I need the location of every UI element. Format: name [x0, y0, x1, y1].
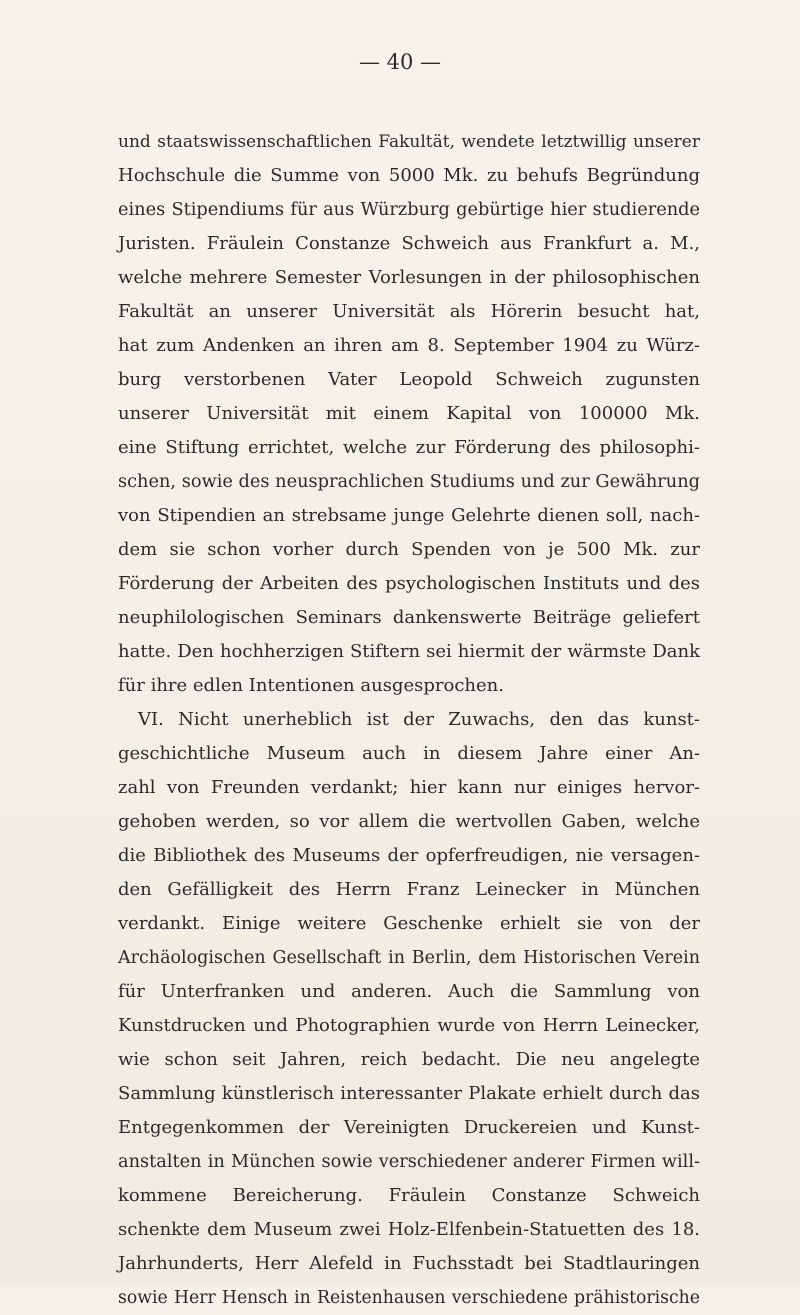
text-line: für Unterfranken und anderen. Auch die Sammlung von [118, 981, 700, 1002]
text-line: Fakultät an unserer Universität als Hörerin besucht hat, [118, 301, 700, 322]
text-line: zahl von Freunden verdankt; hier kann nur einiges hervor- [118, 777, 700, 798]
text-line: VI. Nicht unerheblich ist der Zuwachs, den das kunst- [138, 709, 700, 730]
text-line: Hochschule die Summe von 5000 Mk. zu behufs Begründung [118, 165, 700, 186]
text-line: schen, sowie des neusprachlichen Studiums und zur Gewährung [118, 472, 700, 492]
page-number: — 40 — [358, 50, 442, 74]
text-line: wie schon seit Jahren, reich bedacht. Die neu angelegte [118, 1049, 700, 1070]
text-line: hat zum Andenken an ihren am 8. September 1904 zu Würz- [118, 335, 700, 356]
text-line: und staatswissenschaftlichen Fakultät, wendete letztwillig unserer [118, 132, 700, 152]
text-line: die Bibliothek des Museums der opferfreudigen, nie versagen- [118, 845, 700, 866]
text-line: für ihre edlen Intentionen ausgesprochen. [118, 675, 504, 696]
text-line: Förderung der Arbeiten des psychologischen Instituts und des [118, 573, 700, 594]
text-line: welche mehrere Semester Vorlesungen in der philosophischen [118, 267, 700, 288]
text-line: kommene Bereicherung. Fräulein Constanze Schweich [118, 1185, 700, 1206]
text-line: den Gefälligkeit des Herrn Franz Leinecker in München [118, 879, 700, 900]
text-line: gehoben werden, so vor allem die wertvollen Gaben, welche [118, 811, 700, 832]
text-line: schenkte dem Museum zwei Holz-Elfenbein-Statuetten des 18. [118, 1219, 700, 1240]
text-line: verdankt. Einige weitere Geschenke erhielt sie von der [118, 913, 700, 934]
text-line: anstalten in München sowie verschiedener anderer Firmen will- [118, 1152, 700, 1172]
text-line: burg verstorbenen Vater Leopold Schweich zugunsten [118, 369, 700, 390]
text-line: Entgegenkommen der Vereinigten Druckereien und Kunst- [118, 1117, 700, 1138]
text-line: Juristen. Fräulein Constanze Schweich aus Frankfurt a. M., [118, 233, 700, 254]
text-line: Kunstdrucken und Photographien wurde von Herrn Leinecker, [118, 1015, 700, 1036]
text-line: sowie Herr Hensch in Reistenhausen verschiedene prähistorische [118, 1288, 700, 1308]
text-line: unserer Universität mit einem Kapital von 100000 Mk. [118, 403, 700, 424]
text-line: Sammlung künstlerisch interessanter Plakate erhielt durch das [118, 1083, 700, 1104]
text-line: Jahrhunderts, Herr Alefeld in Fuchsstadt bei Stadtlauringen [118, 1253, 700, 1274]
text-line: hatte. Den hochherzigen Stiftern sei hiermit der wärmste Dank [118, 641, 700, 662]
body-text [118, 125, 700, 1315]
text-line: geschichtliche Museum auch in diesem Jahre einer An- [118, 743, 700, 764]
text-line: dem sie schon vorher durch Spenden von je 500 Mk. zur [118, 539, 700, 560]
text-line: neuphilologischen Seminars dankenswerte Beiträge geliefert [118, 607, 700, 628]
text-line: Archäologischen Gesellschaft in Berlin, dem Historischen Verein [118, 948, 700, 968]
text-line: eines Stipendiums für aus Würzburg gebürtige hier studierende [118, 200, 700, 220]
text-line: von Stipendien an strebsame junge Gelehrte dienen soll, nach- [118, 505, 700, 526]
text-line: eine Stiftung errichtet, welche zur Förderung des philosophi- [118, 437, 700, 458]
